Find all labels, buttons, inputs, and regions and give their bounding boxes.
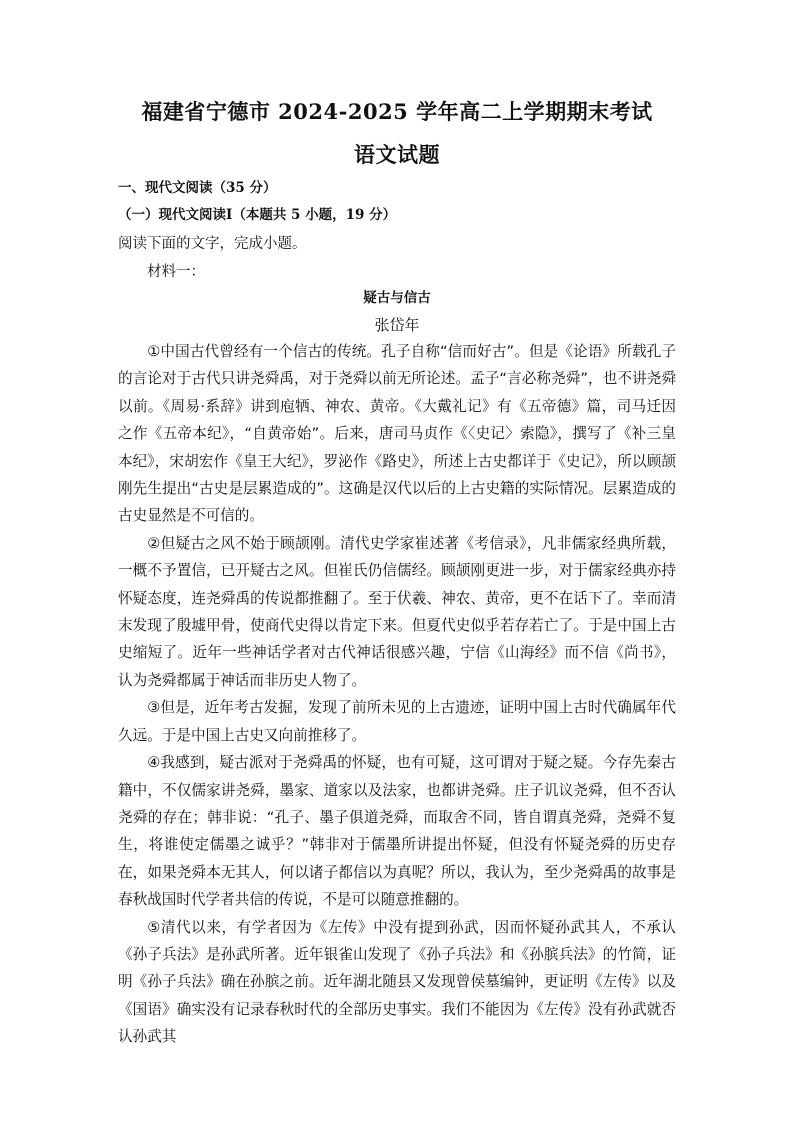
subsection-heading: （一）现代文阅读Ⅰ（本题共 5 小题，19 分） xyxy=(118,207,397,223)
article-paragraph-5: ⑤清代以来，有学者因为《左传》中没有提到孙武，因而怀疑孙武其人，不承认《孙子兵法》是孙武所著。近年银雀山发现了《孙子兵法》和《孙膑兵法》的竹简，证明《孙子兵法》确在孙膑之前。近年湖北随县又发现曾侯墓编钟，更证明《左传》以及《国语》确实没有记录春秋时代的全部历史事实。我们不能因为《左传》没有孙武就否认孙武其 xyxy=(118,918,676,1046)
material-label: 材料一： xyxy=(147,264,205,280)
article-paragraph-1: ①中国古代曾经有一个信古的传统。孔子自称“信而好古”。但是《论语》所载孔子的言论对于古代只讲尧舜禹，对于尧舜以前无所论述。孟子“言必称尧舜”，也不讲尧舜以前。《周易·系辞》讲到庖牺、神农、黄帝。《大戴礼记》有《五帝德》篇，司马迁因之作《五帝本纪》，“自黄帝始”。后来，唐司马贞作《〈史记〉索隐》，撰写了《补三皇本纪》，宋胡宏作《皇王大纪》，罗泌作《路史》，所述上古史都详于《史记》，所以顾颉刚先生提出“古史是层累造成的”。这确是汉代以后的上古史籍的实际情况。层累造成的古史显然是不可信的。 xyxy=(118,343,676,525)
exam-subject-title: 语文试题 xyxy=(354,142,440,167)
article-paragraph-2: ②但疑古之风不始于顾颉刚。清代史学家崔述著《考信录》，凡非儒家经典所载，一概不予置信，已开疑古之风。但崔氏仍信儒经。顾颉刚更进一步，对于儒家经典亦持怀疑态度，连尧舜禹的传说都推翻了。至于伏羲、神农、黄帝，更不在话下了。幸而清末发现了殷墟甲骨，使商代史得以肯定下来。但夏代史似乎若存若亡了。于是中国上古史缩短了。近年一些神话学者对古代神话很感兴趣，宁信《山海经》而不信《尚书》，认为尧舜都属于神话而非历史人物了。 xyxy=(118,534,676,689)
article-title: 疑古与信古 xyxy=(363,290,431,306)
article-author: 张岱年 xyxy=(374,316,420,334)
exam-title: 福建省宁德市 2024-2025 学年高二上学期期末考试 xyxy=(141,99,653,124)
article-paragraph-3: ③但是，近年考古发掘，发现了前所未见的上古遗迹，证明中国上古时代确属年代久远。于是中国上古史又向前推移了。 xyxy=(118,699,676,744)
section-heading: 一、现代文阅读（35 分） xyxy=(118,180,277,196)
reading-instructions: 阅读下面的文字，完成小题。 xyxy=(118,236,307,252)
article-body xyxy=(118,338,676,1051)
article-paragraph-4: ④我感到，疑古派对于尧舜禹的怀疑，也有可疑，这可谓对于疑之疑。今存先秦古籍中，不仅儒家讲尧舜，墨家、道家以及法家，也都讲尧舜。庄子讥议尧舜，但不否认尧舜的存在；韩非说：“孔子、墨子俱道尧舜，而取舍不同，皆自谓真尧舜，尧舜不复生，将谁使定儒墨之诚乎？”韩非对于儒墨所讲提出怀疑，但没有怀疑尧舜的历史存在，如果尧舜本无其人，何以诸子都信以为真呢？所以，我认为，至少尧舜禹的故事是春秋战国时代学者共信的传说，不是可以随意推翻的。 xyxy=(118,754,676,909)
